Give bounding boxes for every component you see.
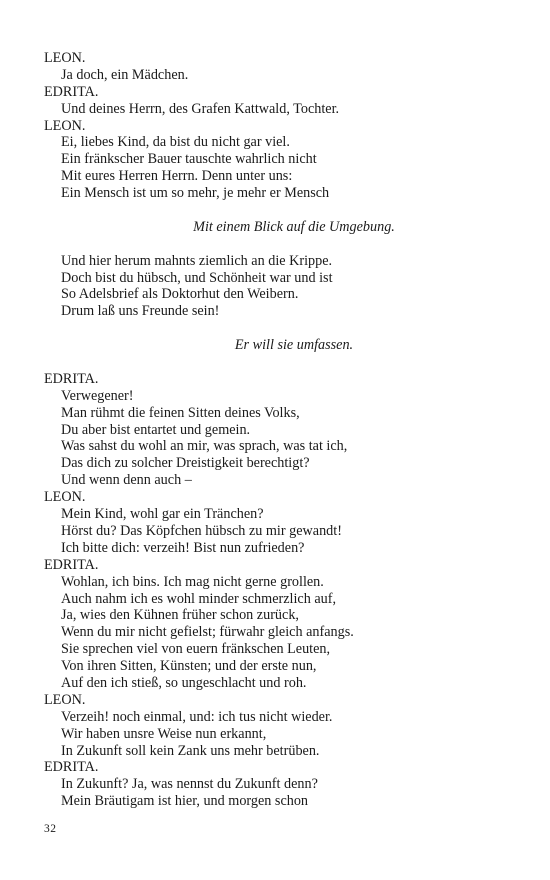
verse-line: Hörst du? Das Köpfchen hübsch zu mir gewandt! (61, 522, 342, 539)
stage-direction: Er will sie umfassen. (234, 337, 354, 354)
verse-line: Ich bitte dich: verzeih! Bist nun zufrieden? (61, 539, 305, 556)
verse-line: Ein Mensch ist um so mehr, je mehr er Mensch (61, 185, 330, 202)
verse-line: Und hier herum mahnts ziemlich an die Krippe. (61, 252, 333, 269)
verse-line: In Zukunft? Ja, was nennst du Zukunft denn? (61, 776, 318, 793)
speaker-name: EDRITA. (44, 556, 99, 573)
verse-line: Das dich zu solcher Dreistigkeit berechtigt? (61, 455, 310, 472)
verse-line: So Adelsbrief als Doktorhut den Weibern. (61, 286, 299, 303)
verse-line: Man rühmt die feinen Sitten deines Volks, (61, 404, 300, 421)
speaker-name: EDRITA. (44, 370, 99, 387)
verse-line: Mein Kind, wohl gar ein Tränchen? (61, 506, 264, 523)
page-number: 32 (44, 823, 57, 835)
speaker-name: LEON. (44, 691, 86, 708)
verse-line: Doch bist du hübsch, und Schönheit war und ist (61, 269, 333, 286)
stage-direction: Mit einem Blick auf die Umgebung. (193, 218, 395, 235)
blank-line (44, 354, 514, 371)
verse-line: Verwegener! (61, 387, 134, 404)
verse-line: Von ihren Sitten, Künsten; und der erste nun, (61, 658, 317, 675)
verse-line: Mit eures Herren Herrn. Denn unter uns: (61, 168, 293, 185)
verse-line: Mein Bräutigam ist hier, und morgen schon (61, 793, 309, 810)
blank-line (44, 236, 514, 253)
verse-line: Wohlan, ich bins. Ich mag nicht gerne grollen. (61, 573, 324, 590)
verse-line: Ja, wies den Kühnen früher schon zurück, (61, 607, 299, 624)
verse-line: Ja doch, ein Mädchen. (61, 66, 189, 83)
verse-line: Wir haben unsre Weise nun erkannt, (61, 725, 267, 742)
play-text (44, 50, 514, 810)
verse-line: Ein fränkscher Bauer tauschte wahrlich nicht (61, 151, 317, 168)
verse-line: Verzeih! noch einmal, und: ich tus nicht wieder. (61, 708, 333, 725)
verse-line: In Zukunft soll kein Zank uns mehr betrüben. (61, 742, 320, 759)
blank-line (44, 320, 514, 337)
verse-line: Auch nahm ich es wohl minder schmerzlich auf, (61, 590, 336, 607)
verse-line: Ei, liebes Kind, da bist du nicht gar viel. (61, 134, 290, 151)
speaker-name: EDRITA. (44, 83, 99, 100)
speaker-name: LEON. (44, 489, 86, 506)
verse-line: Wenn du mir nicht gefielst; fürwahr gleich anfangs. (61, 624, 354, 641)
speaker-name: LEON. (44, 50, 86, 66)
speaker-name: EDRITA. (44, 759, 99, 776)
verse-line: Auf den ich stieß, so ungeschlacht und roh. (61, 674, 307, 691)
speaker-name: LEON. (44, 117, 86, 134)
verse-line: Du aber bist entartet und gemein. (61, 421, 251, 438)
verse-line: Und wenn denn auch – (61, 472, 192, 489)
blank-line (44, 202, 514, 219)
verse-line: Und deines Herrn, des Grafen Kattwald, Tochter. (61, 100, 340, 117)
verse-line: Sie sprechen viel von euern fränkschen Leuten, (61, 641, 331, 658)
verse-line: Drum laß uns Freunde sein! (61, 303, 220, 320)
verse-line: Was sahst du wohl an mir, was sprach, was tat ich, (61, 438, 348, 455)
